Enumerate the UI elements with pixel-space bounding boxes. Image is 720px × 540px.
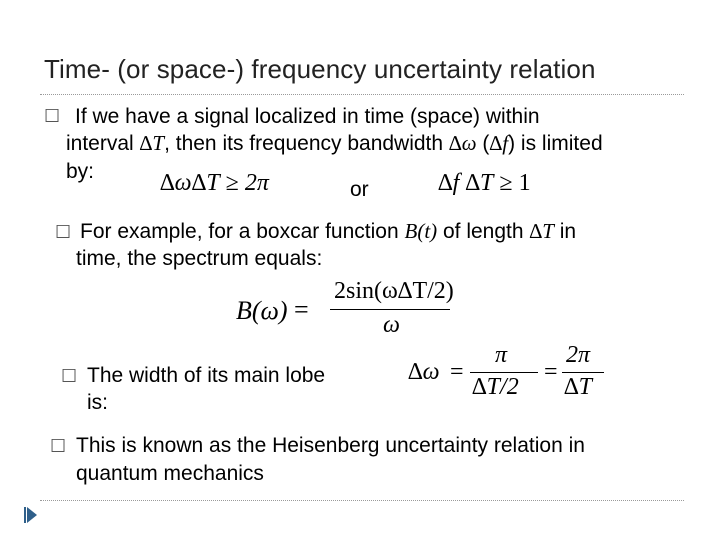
bullet1-text: , then its frequency bandwidth xyxy=(164,132,449,155)
footer-divider xyxy=(40,500,684,501)
fraction-bar xyxy=(470,372,538,373)
equation-uncertainty-omega xyxy=(160,170,269,197)
eq4-numerator-1: π xyxy=(495,342,508,368)
bullet1-line3: by: xyxy=(66,160,95,183)
eq4-numerator-2: 2π xyxy=(566,342,591,368)
bullet1-line2 xyxy=(66,130,603,157)
eq4-lhs: ∆ω xyxy=(408,359,440,385)
bullet2-text: For example, for a boxcar function xyxy=(80,220,405,243)
fraction-bar xyxy=(330,309,450,310)
eq2-lhs: ∆f ∆T xyxy=(438,170,494,196)
eq3-numerator: 2sin(ω∆T/2) xyxy=(334,278,454,304)
eq1-rhs: 2π xyxy=(244,170,269,196)
delta-t-symbol: ∆T xyxy=(529,219,554,243)
eq3-equals: = xyxy=(294,295,309,324)
bullet3-line1: The width of its main lobe xyxy=(87,364,326,387)
or-label: or xyxy=(350,178,369,201)
checkbox-bullet-icon: ☐ xyxy=(50,436,67,457)
bullet3-line2: is: xyxy=(87,391,108,414)
slide-title: Time- (or space-) frequency uncertainty relation xyxy=(44,54,596,84)
eq3-denominator: ω xyxy=(383,312,400,338)
equation-main-lobe-width xyxy=(408,342,608,404)
eq4-denominator-1: ∆T/2 xyxy=(472,374,519,400)
bullet4-line2: quantum mechanics xyxy=(76,462,264,485)
bullet1-text: interval xyxy=(66,132,140,155)
delta-f-symbol: ∆f xyxy=(489,131,509,155)
checkbox-bullet-icon: ☐ xyxy=(44,106,61,127)
bullet4-line1: This is known as the Heisenberg uncertainty relation in xyxy=(76,434,585,457)
boxcar-function-symbol: B(t) xyxy=(404,219,438,243)
fraction-bar xyxy=(562,372,604,373)
equation-spectrum xyxy=(236,278,456,342)
navigation-bar-icon[interactable] xyxy=(24,507,26,523)
bullet1-text: ( xyxy=(476,132,490,155)
eq4-equals-1: = xyxy=(450,359,464,385)
eq4-denominator-2: ∆T xyxy=(564,374,593,400)
bullet1-text: ) is limited xyxy=(508,132,603,155)
eq2-rel: ≥ xyxy=(499,170,513,196)
eq1-rel: ≥ xyxy=(225,170,239,196)
bullet1-line1: If we have a signal localized in time (space) within xyxy=(75,105,540,128)
bullet2-text: of length xyxy=(437,220,530,243)
delta-t-symbol: ∆T xyxy=(139,131,165,155)
eq3-lhs: B(ω) xyxy=(236,296,288,325)
delta-omega-symbol: ∆ω xyxy=(448,131,477,155)
bullet2-line2: time, the spectrum equals: xyxy=(76,247,323,270)
eq4-equals-2: = xyxy=(544,359,558,385)
eq2-rhs: 1 xyxy=(518,170,531,196)
title-divider xyxy=(40,94,684,95)
checkbox-bullet-icon: ☐ xyxy=(55,222,72,243)
bullet2-line1 xyxy=(80,218,576,245)
navigation-arrow-icon[interactable] xyxy=(27,507,37,523)
eq1-lhs: ∆ω∆T xyxy=(160,170,220,196)
bullet2-text: in xyxy=(553,220,577,243)
equation-uncertainty-f xyxy=(438,170,531,197)
checkbox-bullet-icon: ☐ xyxy=(61,366,78,387)
